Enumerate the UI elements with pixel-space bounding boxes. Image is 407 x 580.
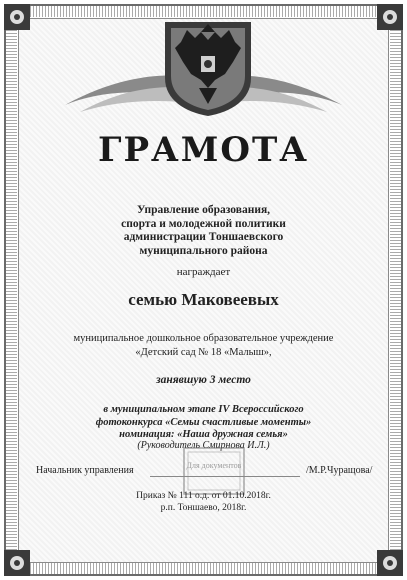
order-line: Приказ № 111 о.д. от 01.10.2018г.: [136, 491, 271, 501]
signature-label: Начальник управления: [36, 465, 134, 476]
certificate-title: ГРАМОТА: [98, 130, 309, 170]
corner-ornament-icon: [377, 4, 403, 30]
organization-line: Управление образования,: [136, 204, 271, 216]
top-border-ornament: [6, 6, 401, 17]
institution-line: муниципальное дошкольное образовательное учреждение: [73, 333, 334, 344]
awards-text: награждает: [176, 266, 231, 278]
corner-ornament-icon: [4, 550, 30, 576]
organization-name: [0, 204, 407, 258]
institution: [0, 332, 407, 359]
stage-line: в муниципальном этапе IV Всероссийского: [103, 404, 304, 415]
organization-line: спорта и молодежной политики: [121, 217, 286, 230]
signature-name: /М.Р.Чуращова/: [306, 465, 373, 476]
leader-text: (Руководитель Смирнова И.Л.): [137, 440, 270, 451]
institution-line: «Детский сад № 18 «Малыш»,: [135, 346, 272, 358]
organization-line: муниципального района: [139, 244, 268, 257]
stamp-icon: [182, 446, 246, 496]
bottom-border-ornament: [6, 563, 401, 574]
coat-of-arms-icon: [161, 18, 255, 118]
stage-line: фотоконкурса «Семьи счастливые моменты»: [95, 416, 312, 428]
contest-stage: [0, 404, 407, 442]
corner-ornament-icon: [377, 550, 403, 576]
stage-line: номинация: «Наша дружная семья»: [119, 429, 288, 440]
recipient-name: семью Маковеевых: [128, 290, 279, 309]
order-line: р.п. Тоншаево, 2018г.: [160, 503, 247, 513]
corner-ornament-icon: [4, 4, 30, 30]
organization-line: администрации Тоншаевского: [123, 231, 284, 243]
stamp-text: Для документов: [186, 461, 242, 470]
signature-line: [150, 476, 300, 477]
place-text: занявшую 3 место: [156, 374, 251, 386]
order-info: [0, 490, 407, 514]
